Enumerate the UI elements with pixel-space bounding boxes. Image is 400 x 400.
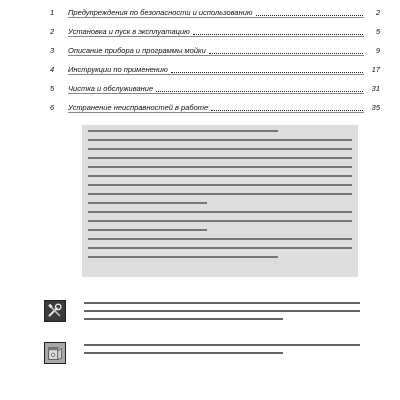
toc-dot-leader <box>156 85 363 92</box>
toc-underline <box>68 36 364 37</box>
notice-text-line <box>88 247 352 249</box>
notice-text-line <box>88 202 207 204</box>
notice-text-line <box>88 166 352 168</box>
toc-entry-number: 2 <box>50 27 55 36</box>
toc-entry-title: Чистка и обслуживание <box>68 84 154 93</box>
notice-text-line <box>88 238 352 240</box>
info-text-line <box>84 310 360 312</box>
toc-entry-page: 5 <box>375 27 380 36</box>
toc-entry-page: 31 <box>371 84 380 93</box>
toc-entry-number: 3 <box>50 46 55 55</box>
notice-text-line <box>88 193 352 195</box>
toc-entry[interactable] <box>50 21 380 36</box>
toc-dot-leader <box>211 104 363 111</box>
toc-entry[interactable] <box>50 59 380 74</box>
toc-entry-title: Описание прибора и программы мойки <box>68 46 206 55</box>
toc-entry[interactable] <box>50 2 380 17</box>
toc-entry-title: Инструкции по применению <box>68 65 168 74</box>
toc-entry-page: 35 <box>371 103 380 112</box>
info-text-line <box>84 302 360 304</box>
toc-dot-leader <box>209 47 363 54</box>
notice-text-line <box>88 175 352 177</box>
toc-underline <box>68 17 364 18</box>
toc-dot-leader <box>193 28 363 35</box>
notice-text-line <box>88 130 278 132</box>
toc-entry-title: Установка и пуск в эксплуатацию <box>68 27 190 36</box>
toc-entry[interactable] <box>50 78 380 93</box>
toc-dot-leader <box>256 9 363 16</box>
toc-underline <box>68 55 364 56</box>
toc-entry-title: Устранение неисправностей в работе <box>68 103 209 112</box>
toc-entry-title: Предупреждения по безопасности и использованию <box>68 8 253 17</box>
toc-entry-number: 4 <box>50 65 55 74</box>
toc-entry-page: 2 <box>375 8 380 17</box>
info-text-line <box>84 352 283 354</box>
toc-underline <box>68 93 364 94</box>
table-of-contents <box>50 2 380 116</box>
toc-entry-page: 17 <box>371 65 380 74</box>
notice-text-line <box>88 220 352 222</box>
appliance-icon <box>44 342 66 364</box>
info-text-line <box>84 318 283 320</box>
toc-underline <box>68 74 364 75</box>
toc-underline <box>68 112 364 113</box>
toc-entry-number: 5 <box>50 84 55 93</box>
toc-dot-leader <box>171 66 363 73</box>
notice-text-line <box>88 157 352 159</box>
notice-text-line <box>88 256 278 258</box>
toc-entry[interactable] <box>50 40 380 55</box>
notice-text-line <box>88 184 352 186</box>
toc-entry-number: 1 <box>50 8 55 17</box>
safety-notice-box <box>82 125 358 277</box>
notice-text-line <box>88 148 352 150</box>
toc-entry-page: 9 <box>375 46 380 55</box>
toc-entry-number: 6 <box>50 103 55 112</box>
notice-text-line <box>88 229 207 231</box>
notice-text-line <box>88 139 352 141</box>
tools-icon <box>44 300 66 322</box>
info-text-line <box>84 344 360 346</box>
toc-entry[interactable] <box>50 97 380 112</box>
notice-text-line <box>88 211 352 213</box>
